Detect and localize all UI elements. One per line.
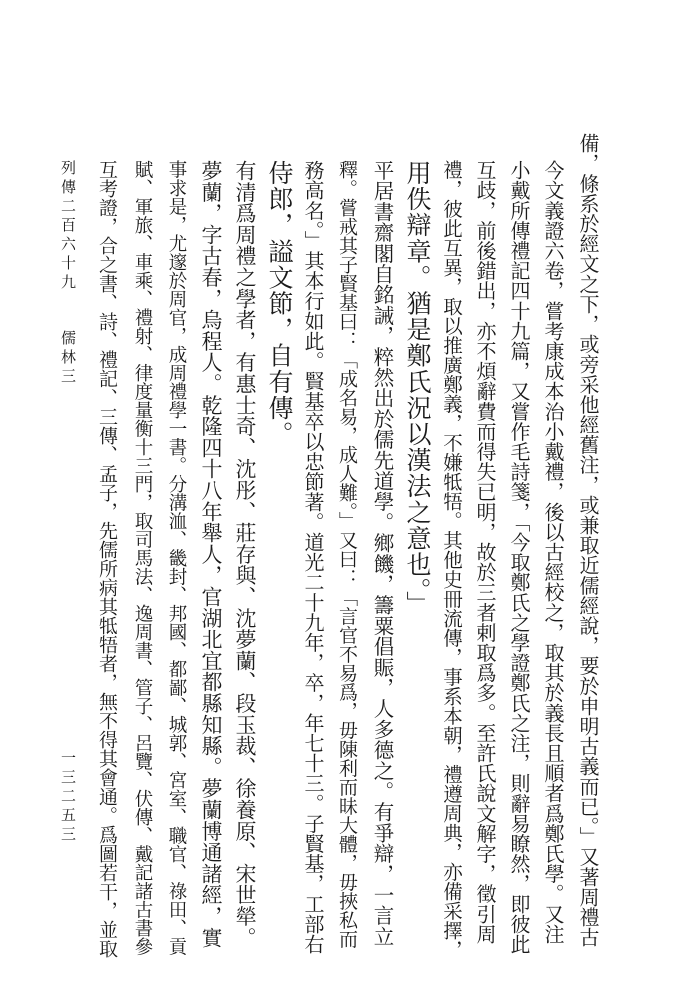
section-header: 儒林三	[59, 330, 77, 387]
text-column: 有清爲周禮之學者，有惠士奇、沈彤、莊存與、沈夢蘭、段玉裁、徐養原、宋世犖。	[233, 160, 257, 949]
text-column: 小戴所傳禮記四十九篇，又嘗作毛詩箋，「今取鄭氏之學證鄭氏之注，則辭易瞭然，即彼此	[507, 160, 531, 954]
text-column: 事求是，尤邃於周官，成周禮學一書。分溝洫、畿封、邦國、都鄙、城郭、宮室、職官、祿田、貢	[166, 160, 187, 956]
text-column: 務高名。」其本行如此。賢基卒以忠節著。道光二十九年，卒，年七十三。子賢基，工部右	[301, 160, 325, 954]
text-column: 備，條系於經文之下，或旁采他經舊注，或兼取近儒經說，要於申明古義而已。」又著周禮古	[576, 133, 600, 948]
text-column: 侍郎，謚文節，自有傳。	[265, 160, 294, 448]
chapter-header: 列傳二百六十九	[59, 160, 77, 293]
text-column: 平居書齋閣自銘誡，粹然出於儒先道學。鄉饑，籌粟倡賑，人多德之。有爭辯，一言立	[370, 160, 394, 947]
page-number: 一三二五三	[59, 750, 77, 845]
text-column: 今文義證六卷，嘗考康成本治小戴禮，後以古經校之，取其於義長且順者爲鄭氏學。又注	[541, 160, 565, 944]
text-column: 互歧，前後錯出，亦不煩辭費而得失已明，故於三者剌取爲多。至許氏說文解字，徵引周	[473, 160, 497, 944]
text-column: 夢蘭，字古春，烏程人。乾隆四十八年舉人，官湖北宜都縣知縣。夢蘭博通諸經，實	[199, 160, 223, 949]
text-column: 用佚辯章。猶是鄭氏況以漢法之意也。」	[403, 160, 432, 618]
text-column: 互考證，合之書、詩、禮記、三傳、孟子，先儒所病其牴牾者，無不得其會通。爲圖若干，並取	[96, 160, 118, 958]
text-column: 賦、軍旅、車乘、禮射、律度量衡十三門，取司馬法、逸周書、管子、呂覽、伏傳、戴記諸古書參	[132, 160, 153, 956]
text-column: 釋。嘗戒其子賢基曰：「成名易，成人難。」又曰：「言官不易爲，毋陳利而昧大體，毋挾私而	[336, 160, 358, 949]
text-column: 禮，彼此互異，取以推廣鄭義，不嫌牴牾。其他史冊流傳，事系本朝，禮遵周典，亦備采擇，	[440, 160, 463, 960]
